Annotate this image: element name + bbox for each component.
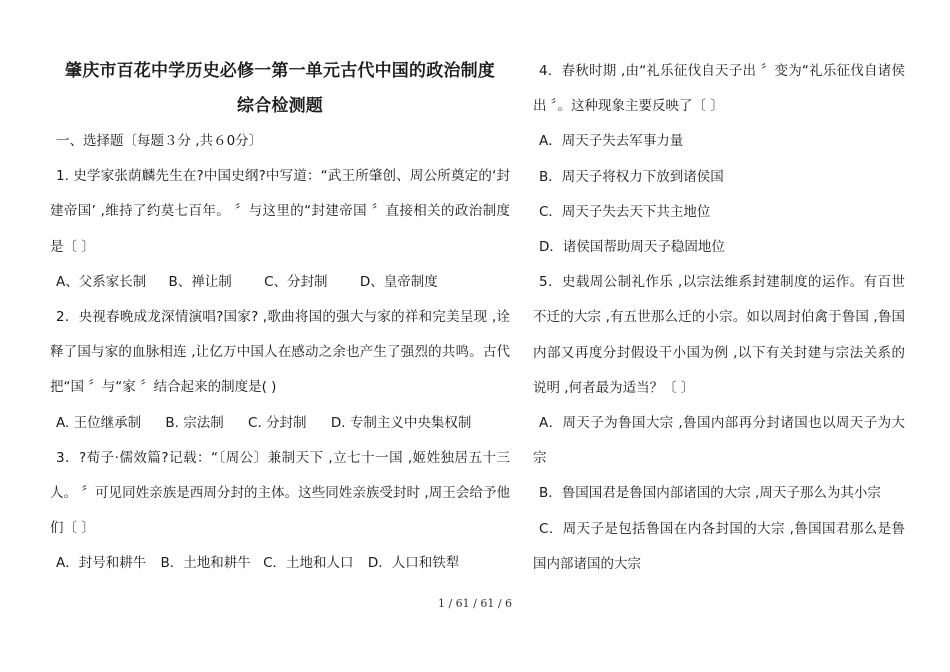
q1-option-b: B、禅让制 (168, 273, 232, 290)
question-3-options (50, 546, 510, 581)
right-column (533, 54, 905, 582)
q5-option-a: A．周天子为鲁国大宗 ,鲁国内部再分封诸国也以周天子为大宗 (533, 415, 905, 467)
q3-option-d: D．人口和铁犁 (367, 555, 460, 572)
question-2-stem: 2．央视春晚成龙深情演唱?国家? ,歌曲将国的强大与家的祥和完美呈现 ,诠释了国与家的血脉相连 ,让亿万中国人在感动之余也产生了强烈的共鸣。古代把“国 〞与“家 〞结合起来的制度是( ) (50, 309, 510, 396)
q3-option-a: A．封号和耕牛 (56, 555, 147, 572)
q2-option-d: D. 专制主义中央集权制 (330, 414, 472, 431)
q2-option-b: B. 宗法制 (165, 414, 224, 431)
q3-option-c: C．土地和人口 (263, 555, 354, 572)
document-title (50, 54, 510, 124)
title-line-1: 肇庆市百花中学历史必修一第一单元古代中国的政治制度 (65, 61, 495, 81)
question-4-options-ab (533, 124, 905, 159)
q2-option-a: A. 王位继承制 (56, 414, 142, 431)
q4-option-a: A．周天子失去军事力量 (539, 133, 684, 150)
q5-option-b: B．鲁国国君是鲁国内部诸国的大宗 ,周天子那么为其小宗 (539, 485, 881, 502)
question-1-options (50, 265, 510, 300)
q2-option-c: C. 分封制 (248, 414, 307, 431)
q1-option-d: D、皇帝制度 (359, 273, 438, 290)
question-5-stem: 5．史载周公制礼作乐 ,以宗法维系封建制度的运作。有百世不迁的大宗 ,有五世那么迁的小宗。如以周封伯禽于鲁国 ,鲁国内部又再度分封假设干小国为例 ,以下有关封建与宗法关系的说明 ,何者最为适当？〔 〕 (533, 274, 905, 396)
section-heading: 一、选择题〔每题３分 ,共６0分〕 (56, 133, 263, 149)
question-2-options (50, 406, 510, 441)
q5-option-c: C．周天子是包括鲁国在内各封国的大宗 ,鲁国国君那么是鲁国内部诸国的大宗 (533, 520, 905, 572)
question-3-stem: 3．?荀子·儒效篇?记载：“〔周公〕兼制天下 ,立七十一国 ,姬姓独居五十三人。 〞可见同姓亲族是西周分封的主体。这些同姓亲族受封时 ,周王会给予他们〔 〕 (50, 449, 510, 537)
q1-option-c: C、分封制 (264, 273, 328, 290)
q1-option-a: A、父系家长制 (56, 273, 147, 290)
left-column (50, 54, 510, 582)
question-1-stem: 1. 史学家张荫麟先生在?中国史纲?中写道：“武王所肇创、周公所奠定的‘封建帝国’ ,维持了约莫七百年。 〞与这里的“封建帝国 〞直接相关的政治制度是〔 〕 (50, 168, 510, 255)
question-4-stem: 4．春秋时期 ,由“礼乐征伐自天子出 〞变为“礼乐征伐自诸侯出 〞。这种现象主要反映了〔 〕 (533, 63, 905, 115)
question-4-option-b: B．周天子将权力下放到诸侯国 (539, 168, 724, 185)
page-footer: 1 / 61 / 61 / 6 (437, 597, 513, 610)
title-line-2: 综合检测题 (237, 96, 323, 116)
question-4-option-d: D．诸侯国帮助周天子稳固地位 (539, 239, 725, 256)
question-4-option-c: C．周天子失去天下共主地位 (539, 203, 711, 220)
q3-option-b: B．土地和耕牛 (160, 555, 251, 572)
